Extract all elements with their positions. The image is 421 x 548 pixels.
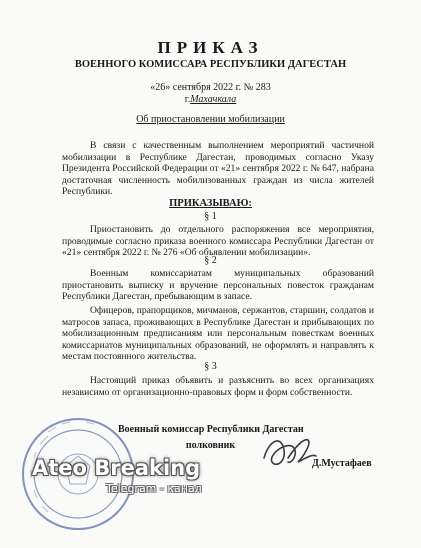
document-place: [0, 94, 421, 105]
section-2-paragraph-2: Офицеров, прапорщиков, мичманов, сержантов, старшин, солдатов и матросов запаса, проживающих в Республике Дагестан и прибывающих по мобилизационным предписаниям или персональным повесткам военных комиссариатов муниципальных образований, не оформлять и направлять к местам постоянного жительства.: [62, 305, 374, 363]
section-1-paragraph-1: Приостановить до отдельного распоряжения все мероприятия, проводимые согласно приказа военного комиссара Республики Дагестан от «21» сентября 2022 г. № 276 «Об объявлении мобилизации».: [62, 224, 374, 259]
document-subtitle: ВОЕННОГО КОМИССАРА РЕСПУБЛИКИ ДАГЕСТАН: [74, 59, 347, 70]
document-title: ПРИКАЗ: [157, 38, 264, 57]
order-heading: ПРИКАЗЫВАЮ:: [169, 198, 252, 209]
section-3-paragraph-1: Настоящий приказ объявить и разъяснить во всех организациях независимо от организационно-правовых форм и форм собственности.: [62, 375, 374, 398]
watermark-subtitle: Telegram - канал: [106, 482, 202, 495]
document-subject: Об приостановлении мобилизации: [136, 114, 285, 125]
section-2-paragraph-1: Военным комиссариатам муниципальных образований приостановить выписку и вручение персональных повесток гражданам Республики Дагестан, пребывающим в запасе.: [62, 268, 374, 303]
signatory-name: Д.Мустафаев: [312, 458, 372, 469]
handwritten-signature: [258, 428, 318, 474]
section-mark-2: § 2: [204, 255, 217, 266]
section-mark-1: § 1: [204, 211, 217, 222]
signatory-rank: полковник: [185, 440, 236, 451]
place-name: Махачкала: [190, 94, 237, 105]
preamble-paragraph: В связи с качественным выполнением мероприятий частичной мобилизации в Республике Дагестан, проводимых согласно Указу Президента Российской Федерации от «21» сентября 2022 г. № 647, набрана достаточная численность мобилизованных граждан из числа жителей Республики.: [62, 140, 374, 198]
signatory-position: Военный комиссар Республики Дагестан: [118, 424, 304, 435]
document-dateline: «26» сентября 2022 г. № 283: [150, 82, 271, 93]
place-prefix: г.: [184, 94, 191, 105]
watermark-title: Ateo Breaking: [32, 456, 201, 480]
section-mark-3: § 3: [204, 361, 217, 372]
